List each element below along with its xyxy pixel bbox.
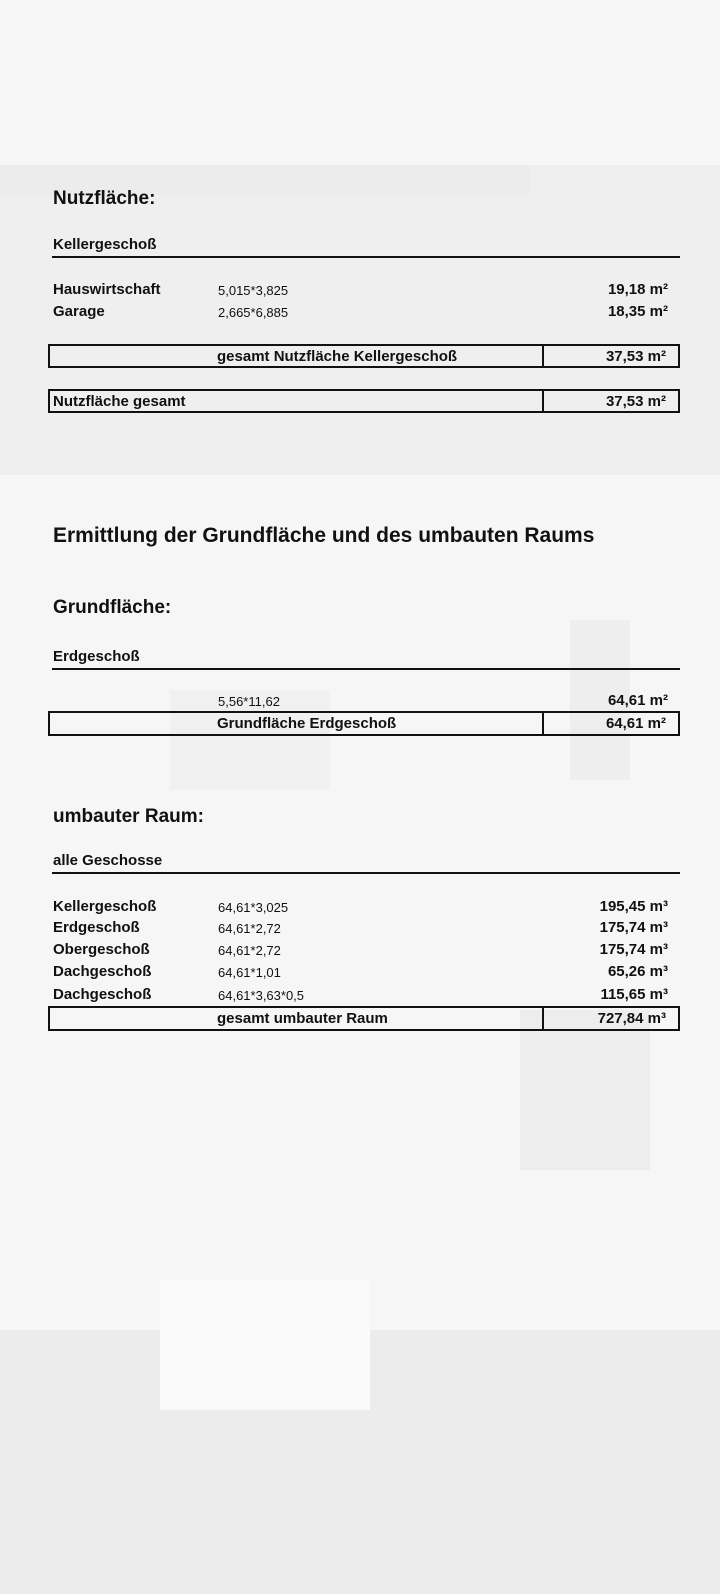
divider (52, 872, 680, 874)
table-row (53, 303, 668, 323)
row-value: 65,26 m³ (607, 963, 668, 980)
total-label: gesamt umbauter Raum (217, 1010, 388, 1027)
section-title-umbauter-raum: umbauter Raum: (53, 806, 204, 827)
row-calc: 64,61*1,01 (218, 965, 281, 980)
cell-divider (542, 713, 544, 734)
row-label: Kellergeschoß (53, 898, 157, 915)
row-calc: 5,56*11,62 (218, 694, 280, 709)
table-row (53, 963, 668, 983)
row-value: 195,45 m³ (599, 898, 668, 915)
cell-divider (542, 391, 544, 411)
row-value: 18,35 m² (607, 303, 668, 320)
subtotal-label: gesamt Nutzfläche Kellergeschoß (217, 348, 458, 365)
table-row (53, 898, 668, 918)
total-box (48, 389, 680, 413)
table-row (53, 281, 668, 301)
row-label: Garage (53, 303, 105, 320)
divider (52, 256, 680, 258)
table-row (53, 986, 668, 1006)
table-row (53, 919, 668, 939)
row-label: Obergeschoß (53, 941, 150, 958)
row-value: 175,74 m³ (599, 941, 668, 958)
row-value: 64,61 m² (607, 692, 668, 709)
row-label: Dachgeschoß (53, 986, 152, 1003)
total-label: Nutzfläche gesamt (53, 393, 186, 410)
total-label: Grundfläche Erdgeschoß (217, 715, 397, 732)
cell-divider (542, 1008, 544, 1029)
row-calc: 64,61*3,63*0,5 (218, 988, 305, 1003)
floor-heading: Erdgeschoß (53, 648, 140, 665)
table-row (53, 692, 668, 712)
row-value: 175,74 m³ (599, 919, 668, 936)
section-title-grundflaeche: Grundfläche: (53, 597, 172, 618)
total-box (48, 711, 680, 736)
floor-heading: Kellergeschoß (53, 236, 157, 253)
row-calc: 64,61*2,72 (218, 943, 281, 958)
total-box (48, 1006, 680, 1031)
subtotal-value: 37,53 m² (605, 348, 666, 365)
row-value: 115,65 m³ (600, 986, 668, 1003)
row-calc: 5,015*3,825 (218, 283, 289, 298)
row-calc: 64,61*2,72 (218, 921, 281, 936)
total-value: 727,84 m³ (597, 1010, 666, 1027)
page-title: Ermittlung der Grundfläche und des umbauten Raums (53, 524, 595, 547)
row-label: Erdgeschoß (53, 919, 140, 936)
row-label: Dachgeschoß (53, 963, 152, 980)
table-row (53, 941, 668, 961)
row-calc: 64,61*3,025 (218, 900, 289, 915)
cell-divider (542, 346, 544, 366)
total-value: 37,53 m² (605, 393, 666, 410)
row-label: Hauswirtschaft (53, 281, 161, 298)
total-value: 64,61 m² (605, 715, 666, 732)
row-calc: 2,665*6,885 (218, 305, 289, 320)
floor-heading: alle Geschosse (53, 852, 163, 869)
row-value: 19,18 m² (607, 281, 668, 298)
divider (52, 668, 680, 670)
section-title-nutzflaeche: Nutzfläche: (53, 188, 156, 209)
subtotal-box (48, 344, 680, 368)
